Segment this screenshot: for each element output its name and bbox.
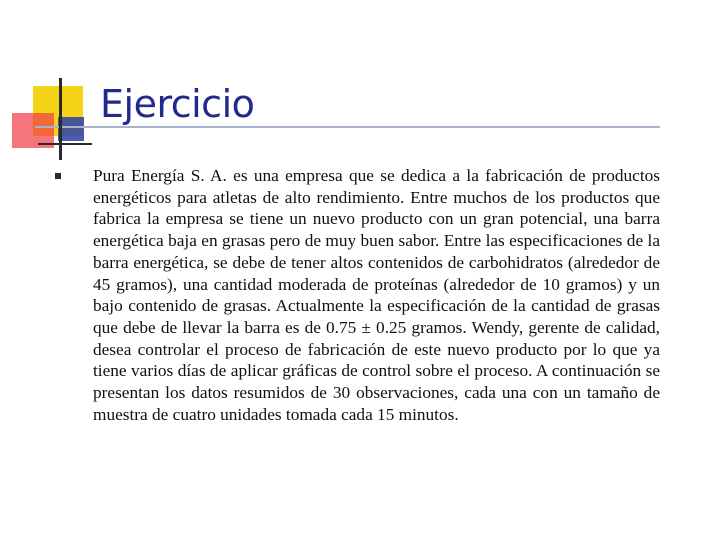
decoration-vertical-line: [59, 78, 62, 160]
bullet-paragraph: Pura Energía S. A. es una empresa que se dedica a la fabricación de productos energéticos para atletas de alto rendimiento. Entre muchos de los productos que fabrica la empresa se tiene un nuevo producto con un gran potencial, una barra energética baja en grasas pero de muy buen sabor. Entre las especificaciones de la barra energética, se debe de tener altos contenidos de carbohidratos (alrededor de 45 gramos), una cantidad moderada de proteínas (alrededor de 10 gramos) y un bajo contenido de grasas. Actualmente la especificación de la cantidad de grasas que debe de llevar la barra es de 0.75 ± 0.25 gramos. Wendy, gerente de calidad, desea controlar el proceso de fabricación de este nuevo producto por lo que ya tiene varios días de aplicar gráficas de control sobre el proceso. A continuación se presentan los datos resumidos de 30 observaciones, cada una con un tamaño de muestra de cuatro unidades tomada cada 15 minutos.: [93, 166, 660, 424]
slide-title: Ejercicio: [100, 82, 255, 126]
bullet-square-icon: [55, 173, 61, 179]
decoration-red-square: [12, 113, 54, 148]
decoration-horizontal-line: [38, 143, 92, 145]
